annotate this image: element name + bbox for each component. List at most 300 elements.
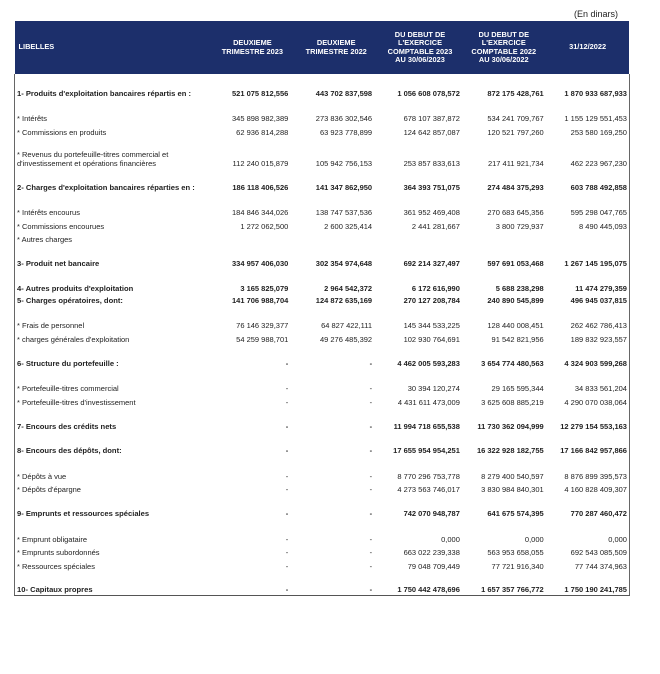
row-value: 253 857 833,613 — [403, 158, 460, 168]
row-value — [294, 98, 378, 110]
row-value: 112 240 015,879 — [232, 158, 289, 168]
row-value: - — [369, 446, 373, 456]
spacer-row — [15, 344, 630, 356]
row-value — [462, 74, 546, 86]
table-body — [15, 74, 630, 595]
row-label — [15, 269, 211, 281]
unit-label: (En dinars) — [574, 9, 619, 19]
row-value: 1 750 442 478,696 — [378, 583, 462, 595]
row-value — [294, 571, 378, 583]
row-value: 11 474 279,359 — [546, 281, 630, 293]
row-value: 3 654 774 480,563 — [481, 358, 544, 368]
row-value: 334 957 406,030 — [231, 259, 289, 269]
row-value — [546, 344, 630, 356]
row-value: - — [285, 534, 289, 544]
row-value — [211, 407, 295, 419]
row-value: 3 165 825,079 — [240, 283, 289, 293]
row-value: 54 259 988,701 — [236, 334, 289, 344]
row-label: 2- Charges d'exploitation bancaires réparties en : — [15, 180, 211, 192]
row-value — [546, 168, 630, 180]
row-value — [378, 245, 462, 257]
row-value — [462, 495, 546, 507]
row-value — [546, 368, 630, 380]
table-row — [15, 124, 630, 137]
row-value: 4 273 563 746,017 — [397, 485, 460, 495]
row-label — [15, 431, 211, 443]
row-value — [294, 368, 378, 380]
row-value: 2 441 281,667 — [411, 221, 460, 231]
row-value: 240 890 545,899 — [487, 295, 544, 305]
row-value — [294, 192, 378, 204]
row-value: 345 898 982,389 — [231, 114, 289, 124]
row-value: - — [285, 421, 289, 431]
row-value: 64 827 422,111 — [321, 321, 373, 331]
row-value: 2 964 542,372 — [324, 283, 373, 293]
row-value: - — [285, 397, 289, 407]
row-label — [15, 98, 211, 110]
row-value: 63 923 778,899 — [319, 127, 373, 137]
row-value: 302 354 974,648 — [315, 259, 373, 269]
row-value: 273 836 302,546 — [315, 114, 373, 124]
table-row — [15, 293, 630, 305]
row-value: 262 462 786,413 — [546, 317, 630, 330]
row-value: 692 543 085,509 — [546, 544, 630, 557]
row-value — [378, 269, 462, 281]
table-row — [15, 180, 630, 192]
spacer-row — [15, 168, 630, 180]
row-label: * Intérêts encourus — [15, 205, 211, 218]
row-value — [546, 269, 630, 281]
row-value: 692 214 327,497 — [403, 259, 460, 269]
table-row — [15, 257, 630, 269]
row-value — [546, 192, 630, 204]
row-label — [15, 74, 211, 86]
row-value — [546, 571, 630, 583]
row-value: 8 279 400 540,597 — [481, 471, 544, 481]
row-label — [15, 519, 211, 531]
column-header-line: L'EXERCICE — [397, 38, 443, 47]
row-value: - — [369, 561, 373, 571]
table-header — [15, 21, 630, 74]
spacer-row — [15, 305, 630, 317]
row-label: 1- Produits d'exploitation bancaires répartis en : — [15, 86, 211, 98]
row-value: 253 580 169,250 — [546, 124, 630, 137]
indicators-table — [14, 21, 630, 596]
row-value: - — [285, 548, 289, 558]
row-value: 270 683 645,356 — [487, 208, 544, 218]
column-header — [546, 21, 630, 74]
spacer-row — [15, 495, 630, 507]
row-value — [378, 74, 462, 86]
row-label: * Portefeuille-titres commercial — [15, 380, 211, 393]
row-label: 3- Produit net bancaire — [15, 257, 211, 269]
row-value — [294, 344, 378, 356]
row-label: * Portefeuille-titres d'investissement — [15, 394, 211, 407]
row-value — [211, 98, 295, 110]
row-value: - — [369, 358, 373, 368]
column-header-line: LIBELLES — [18, 42, 55, 52]
row-value — [211, 269, 295, 281]
row-label: * Dépôts d'épargne — [15, 481, 211, 494]
row-value: - — [369, 509, 373, 519]
row-label: * Emprunt obligataire — [15, 531, 211, 544]
row-value — [378, 407, 462, 419]
row-value: 3 800 729,937 — [495, 221, 544, 231]
row-value: 76 146 329,377 — [236, 321, 289, 331]
column-header-line: L'EXERCICE — [481, 38, 526, 47]
row-value — [211, 571, 295, 583]
table-row — [15, 205, 630, 218]
spacer-row — [15, 571, 630, 583]
row-value: - — [369, 397, 373, 407]
column-header — [462, 21, 546, 74]
spacer-row — [15, 269, 630, 281]
row-value: 17 655 954 954,251 — [393, 446, 460, 456]
row-value: 270 127 208,784 — [403, 295, 460, 305]
row-value: 0,000 — [524, 534, 544, 544]
row-value — [294, 168, 378, 180]
table-row — [15, 317, 630, 330]
spacer-row — [15, 192, 630, 204]
table-row — [15, 218, 630, 231]
row-value: 534 241 709,767 — [487, 114, 544, 124]
table-row — [15, 86, 630, 98]
row-value: 34 833 561,204 — [546, 380, 630, 393]
table-row — [15, 380, 630, 393]
row-value: 186 118 406,526 — [232, 182, 289, 192]
row-value — [462, 231, 546, 244]
row-label: 7- Encours des crédits nets — [15, 419, 211, 431]
row-value — [378, 571, 462, 583]
row-value — [294, 74, 378, 86]
row-value: 1 750 190 241,785 — [546, 583, 630, 595]
row-value — [211, 192, 295, 204]
row-value: 145 344 533,225 — [403, 321, 460, 331]
row-value: 124 642 857,087 — [403, 127, 460, 137]
row-value: 102 930 764,691 — [403, 334, 460, 344]
table-row — [15, 481, 630, 494]
row-value: 105 942 756,153 — [315, 158, 373, 168]
row-label — [15, 407, 211, 419]
row-value: 597 691 053,468 — [487, 259, 544, 269]
row-value — [211, 74, 295, 86]
row-value: - — [369, 471, 373, 481]
row-label: 6- Structure du portefeuille : — [15, 356, 211, 368]
row-value: 6 172 616,990 — [411, 283, 460, 293]
row-value: 641 675 574,395 — [487, 509, 544, 519]
row-value — [462, 368, 546, 380]
row-value: 872 175 428,761 — [487, 88, 544, 98]
row-value — [462, 519, 546, 531]
row-value: 770 287 460,472 — [546, 507, 630, 519]
row-value — [211, 368, 295, 380]
row-label: * Commissions encourues — [15, 218, 211, 231]
row-value — [546, 519, 630, 531]
row-value: - — [285, 358, 289, 368]
spacer-row — [15, 98, 630, 110]
row-value — [211, 431, 295, 443]
row-value — [546, 245, 630, 257]
row-value: 30 394 120,274 — [407, 384, 460, 394]
column-header-line: AU 30/06/2023 — [395, 55, 445, 64]
row-value — [462, 245, 546, 257]
row-label: * Emprunts subordonnés — [15, 544, 211, 557]
row-label: 10- Capitaux propres — [15, 583, 211, 595]
row-value: - — [285, 446, 289, 456]
row-value: 184 846 344,026 — [231, 208, 289, 218]
spacer-row — [15, 407, 630, 419]
spacer-row — [15, 245, 630, 257]
spacer-row — [15, 368, 630, 380]
row-label: * Ressources spéciales — [15, 558, 211, 571]
row-value: 663 022 239,338 — [403, 548, 460, 558]
row-value: - — [369, 421, 373, 431]
row-value: 49 276 485,392 — [319, 334, 373, 344]
row-value — [211, 231, 295, 244]
row-value — [294, 431, 378, 443]
row-value: 443 702 837,598 — [315, 88, 373, 98]
row-value: - — [285, 485, 289, 495]
row-value — [546, 456, 630, 468]
row-value — [211, 305, 295, 317]
column-header-line: TRIMESTRE 2023 — [221, 46, 283, 56]
row-value: 4 160 828 409,307 — [546, 481, 630, 494]
row-label: 4- Autres produits d'exploitation — [15, 281, 211, 293]
column-header-line: 31/12/2022 — [569, 42, 607, 52]
table-row — [15, 110, 630, 123]
row-value — [294, 519, 378, 531]
row-label: * Autres charges — [15, 231, 211, 244]
row-value — [211, 245, 295, 257]
row-value — [378, 495, 462, 507]
row-label — [15, 305, 211, 317]
row-value: 11 994 718 655,538 — [393, 421, 460, 431]
row-value: 1 056 608 078,572 — [397, 88, 460, 98]
row-value — [462, 98, 546, 110]
row-value: 4 324 903 599,268 — [546, 356, 630, 368]
row-value: - — [211, 583, 295, 595]
row-value — [546, 98, 630, 110]
row-value — [546, 305, 630, 317]
table-row — [15, 356, 630, 368]
row-value: 678 107 387,872 — [403, 114, 460, 124]
row-value: - — [369, 485, 373, 495]
column-header-line: AU 30/06/2022 — [478, 55, 529, 64]
row-value — [378, 431, 462, 443]
row-label: 9- Emprunts et ressources spéciales — [15, 507, 211, 519]
column-header-line: TRIMESTRE 2022 — [305, 46, 367, 56]
row-value: 217 411 921,734 — [487, 158, 544, 168]
row-value: 742 070 948,787 — [403, 509, 460, 519]
table-row — [15, 137, 630, 168]
row-value — [546, 407, 630, 419]
row-value — [546, 231, 630, 244]
row-value: - — [285, 384, 289, 394]
row-value: 8 876 899 395,573 — [546, 468, 630, 481]
row-value: 1 267 145 195,075 — [546, 257, 630, 269]
row-value — [378, 231, 462, 244]
row-label: * charges générales d'exploitation — [15, 331, 211, 344]
row-value — [378, 456, 462, 468]
row-value — [294, 495, 378, 507]
row-value: 3 830 984 840,301 — [481, 485, 544, 495]
spacer-row — [15, 456, 630, 468]
table-row — [15, 558, 630, 571]
row-label — [15, 168, 211, 180]
row-label: * Intérêts — [15, 110, 211, 123]
row-value — [462, 168, 546, 180]
row-value: 462 223 967,230 — [546, 137, 630, 168]
column-header — [294, 21, 378, 74]
row-label: * Revenus du portefeuille-titres commercial et d'investissement et opérations financières — [15, 137, 211, 168]
row-value — [462, 571, 546, 583]
row-value: 141 706 988,704 — [231, 295, 289, 305]
row-value — [546, 431, 630, 443]
row-value: 595 298 047,765 — [546, 205, 630, 218]
row-value: 1 870 933 687,933 — [546, 86, 630, 98]
row-value — [546, 495, 630, 507]
row-value — [378, 344, 462, 356]
column-header-line: DU DEBUT DE — [478, 29, 530, 39]
row-value — [294, 231, 378, 244]
table-row — [15, 507, 630, 519]
row-value — [546, 74, 630, 86]
column-header-line: DEUXIEME — [316, 38, 356, 47]
row-value: 274 484 375,293 — [487, 182, 544, 192]
table-row — [15, 468, 630, 481]
table-row — [15, 544, 630, 557]
table-row — [15, 231, 630, 244]
spacer-row — [15, 431, 630, 443]
row-value: 62 936 814,288 — [236, 127, 289, 137]
row-value: 0,000 — [546, 531, 630, 544]
row-label — [15, 571, 211, 583]
row-value — [211, 168, 295, 180]
row-value — [378, 98, 462, 110]
row-value: 8 770 296 753,778 — [397, 471, 460, 481]
row-value: 4 290 070 038,064 — [546, 394, 630, 407]
column-header-line: DEUXIEME — [233, 38, 272, 47]
row-value — [462, 407, 546, 419]
column-header — [211, 21, 295, 74]
row-value: 124 872 635,169 — [315, 295, 373, 305]
row-label — [15, 344, 211, 356]
row-value: 361 952 469,408 — [403, 208, 460, 218]
row-value — [462, 305, 546, 317]
column-header-line: COMPTABLE 2023 — [387, 46, 453, 56]
table-row — [15, 331, 630, 344]
row-value: 364 393 751,075 — [403, 182, 460, 192]
table-row — [15, 444, 630, 456]
row-value: - — [285, 561, 289, 571]
row-value — [378, 305, 462, 317]
row-value: 91 542 821,956 — [491, 334, 544, 344]
row-value — [378, 192, 462, 204]
row-value — [294, 407, 378, 419]
row-label — [15, 245, 211, 257]
row-label: * Dépôts à vue — [15, 468, 211, 481]
row-value — [462, 344, 546, 356]
spacer-row — [15, 519, 630, 531]
row-value: 563 953 658,055 — [487, 548, 544, 558]
row-value: 1 155 129 551,453 — [546, 110, 630, 123]
row-value: 120 521 797,260 — [487, 127, 544, 137]
row-value: 603 788 492,858 — [546, 180, 630, 192]
row-value — [211, 495, 295, 507]
spacer-row — [15, 74, 630, 86]
row-value — [294, 269, 378, 281]
row-value: 77 721 916,340 — [491, 561, 544, 571]
row-value: 496 945 037,815 — [546, 293, 630, 305]
row-label — [15, 368, 211, 380]
row-value: - — [369, 548, 373, 558]
row-label: * Frais de personnel — [15, 317, 211, 330]
table-row — [15, 281, 630, 293]
row-value — [378, 519, 462, 531]
row-value: 3 625 608 885,219 — [481, 397, 544, 407]
table-row — [15, 583, 630, 595]
row-value — [294, 456, 378, 468]
row-value — [211, 344, 295, 356]
row-value — [378, 368, 462, 380]
row-value: 17 166 842 957,866 — [546, 444, 630, 456]
row-value — [462, 192, 546, 204]
row-value — [294, 305, 378, 317]
table-row — [15, 531, 630, 544]
row-value: 5 688 238,298 — [495, 283, 544, 293]
row-value: - — [369, 384, 373, 394]
row-value: 4 431 611 473,009 — [397, 397, 460, 407]
row-value: 11 730 362 094,999 — [477, 421, 544, 431]
row-label: 8- Encours des dépôts, dont: — [15, 444, 211, 456]
row-value: 138 747 537,536 — [315, 208, 373, 218]
row-value — [378, 168, 462, 180]
row-value: 79 048 709,449 — [407, 561, 460, 571]
row-value: 0,000 — [441, 534, 460, 544]
column-header — [378, 21, 462, 74]
row-value: 29 165 595,344 — [491, 384, 544, 394]
row-value: 128 440 008,451 — [487, 321, 544, 331]
row-value: 8 490 445,093 — [546, 218, 630, 231]
row-value: 4 462 005 593,283 — [397, 358, 460, 368]
row-value: 16 322 928 182,755 — [476, 446, 544, 456]
row-value: - — [294, 583, 378, 595]
row-value — [211, 456, 295, 468]
row-label — [15, 192, 211, 204]
row-value: 2 600 325,414 — [324, 221, 373, 231]
row-label — [15, 456, 211, 468]
header-row — [15, 21, 630, 74]
row-value: - — [285, 471, 289, 481]
row-value — [211, 519, 295, 531]
row-label: 5- Charges opératoires, dont: — [15, 293, 211, 305]
row-label — [15, 495, 211, 507]
row-value — [462, 431, 546, 443]
row-value: 1 272 062,500 — [240, 221, 289, 231]
row-value: - — [369, 534, 373, 544]
row-label: * Commissions en produits — [15, 124, 211, 137]
column-header-line: DU DEBUT DE — [394, 29, 446, 39]
row-value — [462, 456, 546, 468]
row-value: 1 657 357 766,772 — [462, 583, 546, 595]
row-value: 141 347 862,950 — [315, 182, 373, 192]
row-value: 77 744 374,963 — [546, 558, 630, 571]
row-value: 189 832 923,557 — [546, 331, 630, 344]
table-row — [15, 394, 630, 407]
row-value — [462, 269, 546, 281]
row-value: - — [285, 509, 289, 519]
table-row — [15, 419, 630, 431]
